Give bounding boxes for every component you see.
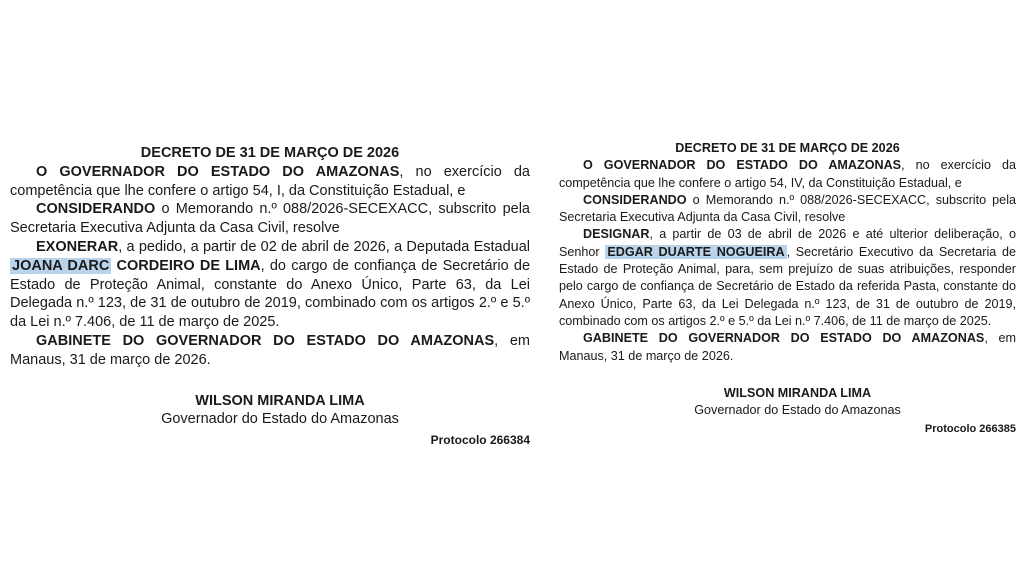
name-rest: CORDEIRO DE LIMA — [111, 257, 261, 274]
gabinete-text: , em Manaus, 31 de março de 2026. — [559, 331, 1017, 363]
designar-text-a: , a partir de 03 de abril de 2026 e até ulterior deliberação, o Senhor — [559, 227, 1016, 259]
paragraph-gabinete — [10, 332, 530, 370]
decree-title: DECRETO DE 31 DE MARÇO DE 2026 — [140, 145, 400, 161]
governor-heading: O GOVERNADOR DO ESTADO DO AMAZONAS — [583, 158, 902, 173]
decree-designar — [559, 140, 1016, 439]
paragraph-considerando — [10, 200, 530, 238]
paragraph-governor — [10, 163, 530, 201]
gabinete-heading: GABINETE DO GOVERNADOR DO ESTADO DO AMAZONAS — [36, 332, 495, 349]
governor-heading: O GOVERNADOR DO ESTADO DO AMAZONAS — [36, 163, 400, 180]
governor-text: , no exercício da competência que lhe confere o artigo 54, IV, da Constituição Estadual, e — [559, 158, 1016, 190]
protocol-number: Protocolo 266385 — [924, 423, 1016, 436]
paragraph-governor — [559, 157, 1016, 192]
signatory-name: WILSON MIRANDA LIMA — [723, 385, 872, 400]
protocol-number: Protocolo 266384 — [430, 433, 530, 448]
considerando-text: o Memorando n.º 088/2026-SECEXACC, subscrito pela Secretaria Executiva Adjunta da Casa Civil, resolve — [559, 192, 1016, 225]
gabinete-heading: GABINETE DO GOVERNADOR DO ESTADO DO AMAZONAS — [583, 331, 985, 346]
governor-text: , no exercício da competência que lhe confere o artigo 54, I, da Constituição Estadual, e — [10, 163, 530, 199]
decree-exonerar — [10, 144, 530, 450]
paragraph-exonerar — [10, 238, 530, 332]
decree-title: DECRETO DE 31 DE MARÇO DE 2026 — [675, 141, 900, 155]
paragraph-designar — [559, 226, 1016, 330]
considerando-text: o Memorando n.º 088/2026-SECEXACC, subscrito pela Secretaria Executiva Adjunta da Casa Civil, resolve — [10, 201, 530, 237]
exonerar-text-b: , do cargo de confiança de Secretário de Estado de Proteção Animal, constante do Anexo Único, Parte 63, da Lei Delegada n.º 123, de 31 de outubro de 2019, combinado com os artigos 2.º e 5.º da Lei n.º 7.406, de 11 de março de 2025. — [10, 257, 531, 331]
highlighted-name: EDGAR DUARTE NOGUEIRA — [607, 244, 785, 259]
considerando-heading: CONSIDERANDO — [583, 192, 687, 207]
signatory-role: Governador do Estado do Amazonas — [694, 403, 901, 418]
exonerar-text-a: , a pedido, a partir de 02 de abril de 2026, a Deputada Estadual — [118, 238, 530, 255]
paragraph-considerando — [559, 192, 1016, 227]
highlighted-name: JOANA DARC — [12, 257, 110, 274]
designar-text-b: , Secretário Executivo da Secretaria de Estado de Proteção Animal, para, sem prejuízo de suas atribuições, responder pelo cargo de confiança de Secretário de Estado da referida Pasta, constante do Anexo Único, Parte 63, da Lei Delegada n.º 123, de 31 de outubro de 2019, combinado com os artigos 2.º e 5.º da Lei n.º 7.406, de 11 de março de 2025. — [559, 244, 1017, 328]
paragraph-gabinete — [559, 330, 1016, 365]
considerando-heading: CONSIDERANDO — [36, 201, 156, 218]
signatory-role: Governador do Estado do Amazonas — [161, 411, 399, 428]
exonerar-heading: EXONERAR — [36, 238, 119, 255]
designar-heading: DESIGNAR — [583, 227, 650, 242]
signatory-name: WILSON MIRANDA LIMA — [195, 392, 365, 409]
gabinete-text: , em Manaus, 31 de março de 2026. — [10, 332, 530, 368]
